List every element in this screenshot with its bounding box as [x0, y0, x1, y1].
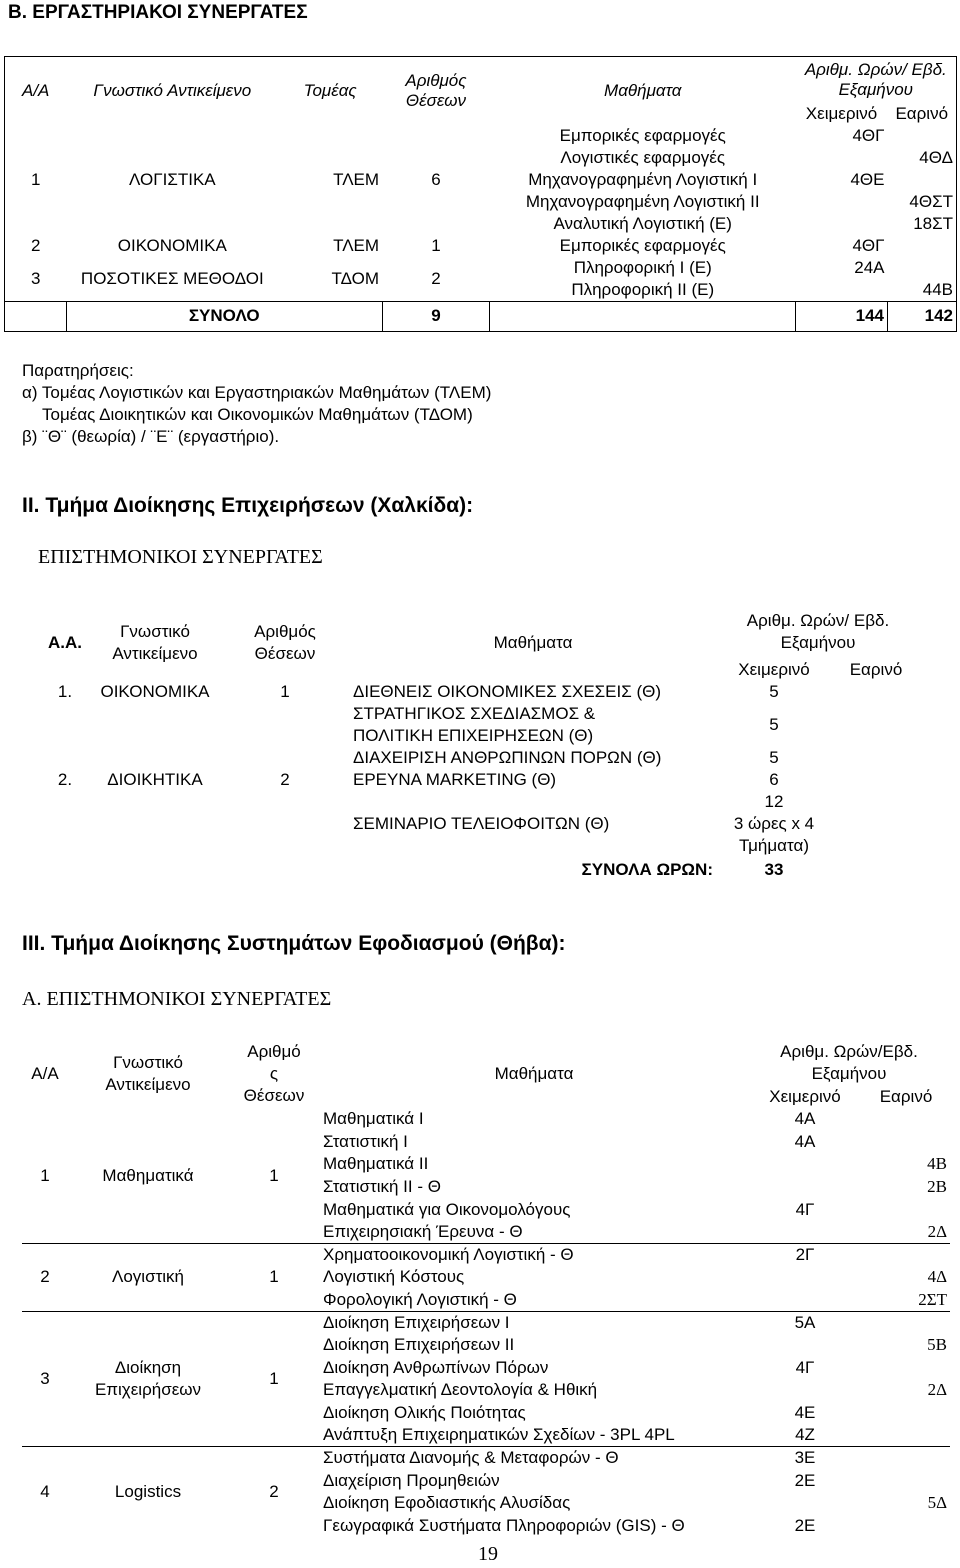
row-subject: Διοίκηση Επιχειρήσεων — [68, 1311, 228, 1447]
winter-hours: 24Α — [854, 257, 885, 277]
row-positions: 2 — [280, 770, 290, 789]
spring-hours — [862, 1131, 950, 1154]
course-name: Λογιστικές εφαρμογές — [560, 147, 726, 167]
spring-hours — [862, 1515, 950, 1538]
course-name: Μαθηματικά Ι — [323, 1109, 424, 1129]
winter-hours: 12 — [764, 792, 784, 811]
row-aa: 1 — [30, 169, 41, 189]
total-label: ΣΥΝΟΛΑ ΩΡΩΝ: — [581, 860, 713, 879]
spring-hours: 4ΘΔ — [919, 147, 953, 167]
table-row — [22, 1244, 950, 1267]
row-positions: 1 — [280, 682, 290, 701]
course-name: Στατιστική ΙΙ - Θ — [323, 1177, 441, 1197]
note-a1: α) Τομέας Λογιστικών και Εργαστηριακών Μαθημάτων (ΤΛΕΜ) — [22, 383, 492, 402]
spring-hours: 18ΣΤ — [913, 213, 953, 233]
note-b: β) ¨Θ¨ (θεωρία) / ¨Ε¨ (εργαστήριο). — [22, 427, 280, 446]
row-subject: ΟΙΚΟΝΟΜΙΚΑ — [100, 682, 210, 701]
col-courses: Μαθήματα — [604, 80, 682, 100]
winter-hours — [796, 191, 888, 213]
course-name: ΔΙΑΧΕΙΡΙΣΗ ΑΝΘΡΩΠΙΝΩΝ ΠΟΡΩΝ (Θ) — [353, 748, 662, 767]
winter-hours: 4ΘΓ — [852, 125, 885, 145]
section2-title: ΙΙ. Τμήμα Διοίκησης Επιχειρήσεων (Χαλκίδα): — [22, 494, 474, 517]
winter-hours: 5Α — [748, 1311, 862, 1334]
course-name: Μηχανογραφημένη Λογιστική ΙΙ — [525, 191, 760, 211]
spring-hours: 4ΘΣΤ — [909, 191, 953, 211]
winter-hours: 5 — [769, 682, 779, 701]
course-name: Συστήματα Διανομής & Μεταφορών - Θ — [320, 1447, 748, 1470]
note-a2: Τομέας Διοικητικών και Οικονομικών Μαθημάτων (ΤΔΟΜ) — [42, 405, 473, 424]
winter-hours: 5 — [769, 748, 779, 767]
course-name: Επιχειρησιακή Έρευνα - Θ — [323, 1222, 523, 1242]
winter-hours — [748, 1334, 862, 1357]
row-aa: 2 — [30, 235, 41, 255]
col-hours: Αριθμ. Ωρών/ Εβδ. Εξαμήνου — [804, 59, 947, 99]
row-aa: 4 — [22, 1447, 68, 1537]
spring-hours — [862, 1108, 950, 1131]
notes-title: Παρατηρήσεις: — [22, 361, 134, 380]
section3-subtitle: Α. ΕΠΙΣΤΗΜΟΝΙΚΟΙ ΣΥΝΕΡΓΑΤΕΣ — [22, 988, 332, 1010]
row-subject: Λογιστική — [68, 1244, 228, 1312]
col-positions — [228, 1040, 320, 1108]
section-b-title: Β. ΕΡΓΑΣΤΗΡΙΑΚΟΙ ΣΥΝΕΡΓΑΤΕΣ — [8, 2, 308, 23]
col-spring: Εαρινό — [849, 660, 903, 679]
col-positions: Αριθμός Θέσεων — [254, 622, 316, 663]
spring-hours: 4Β — [927, 1154, 947, 1174]
col-hours: Αριθμ. Ωρών/ Εβδ. Εξαμήνου — [746, 611, 890, 652]
winter-hours: 4Α — [794, 1131, 816, 1151]
col-positions-line1: Αριθμό — [247, 1042, 301, 1061]
course-name: Χρηματοοικονομική Λογιστική - Θ — [320, 1244, 748, 1267]
course-name: Πληροφορική ΙΙ (Ε) — [571, 279, 715, 299]
spring-hours — [862, 1402, 950, 1425]
col-winter: Χειμερινό — [738, 660, 810, 679]
spring-hours: 2Δ — [927, 1380, 947, 1400]
winter-hours — [748, 1221, 862, 1244]
row-subject: Μαθηματικά — [102, 1165, 194, 1185]
winter-hours — [748, 1176, 862, 1199]
col-positions: Αριθμός Θέσεων — [405, 70, 467, 110]
winter-hours-line2: 3 ώρες x 4 — [733, 814, 815, 833]
table-header-row — [22, 1040, 950, 1086]
spring-hours: 4Δ — [927, 1267, 947, 1287]
course-name: Επαγγελματική Δεοντολογία & Ηθική — [323, 1380, 598, 1400]
spring-hours — [888, 169, 957, 191]
col-aa: Α.Α. — [48, 633, 82, 652]
winter-hours: 4ΘΓ — [852, 235, 885, 255]
row-positions: 2 — [228, 1447, 320, 1537]
col-positions-line3: Θέσεων — [243, 1086, 305, 1105]
winter-hours: 4ΘΕ — [850, 169, 885, 189]
table-row — [40, 681, 920, 703]
course-name: ΣΕΜΙΝΑΡΙΟ ΤΕΛΕΙΟΦΟΙΤΩΝ (Θ) — [353, 814, 610, 833]
section3-title: ΙΙΙ. Τμήμα Διοίκησης Συστημάτων Εφοδιασμού (Θήβα): — [22, 932, 566, 955]
table-row — [5, 125, 957, 147]
course-name: ΕΡΕΥΝΑ MARKETING (Θ) — [353, 770, 557, 789]
spring-hours: 2Δ — [927, 1222, 947, 1242]
course-name: Ανάπτυξη Επιχειρηματικών Σχεδίων - 3PL 4PL — [323, 1425, 675, 1445]
table-row — [22, 1311, 950, 1334]
winter-hours: 4Ζ — [795, 1425, 815, 1445]
spring-hours — [862, 1470, 950, 1493]
row-subject: ΠΟΣΟΤΙΚΕΣ ΜΕΘΟΔΟΙ — [80, 268, 264, 288]
winter-hours: 4Α — [794, 1109, 816, 1129]
course-name: Διοίκηση Εφοδιαστικής Αλυσίδας — [323, 1493, 571, 1513]
table-header-row — [40, 605, 920, 659]
row-sector: ΤΛΕΜ — [333, 235, 380, 255]
course-name: Αναλυτική Λογιστική (Ε) — [553, 213, 732, 233]
total-label: ΣΥΝΟΛΟ — [66, 301, 382, 331]
spring-hours — [888, 257, 957, 279]
course-name: Φορολογική Λογιστική - Θ — [323, 1289, 517, 1309]
spring-hours: 2ΣΤ — [918, 1289, 947, 1309]
spring-hours — [862, 1198, 950, 1221]
spring-hours — [862, 1244, 950, 1267]
winter-hours: 4Γ — [795, 1199, 815, 1219]
winter-hours: 6 — [769, 770, 779, 789]
row-subject: Logistics — [68, 1447, 228, 1537]
spring-hours: 2Β — [927, 1177, 947, 1197]
col-aa: Α/Α — [21, 80, 50, 100]
course-name: Διαχείριση Προμηθειών — [323, 1470, 500, 1490]
total-positions: 9 — [382, 301, 490, 331]
row-subject: ΛΟΓΙΣΤΙΚΑ — [129, 169, 216, 189]
winter-hours — [796, 213, 888, 235]
winter-hours — [796, 279, 888, 302]
table-row — [5, 257, 957, 279]
page-number: 19 — [478, 1543, 498, 1565]
row-subject: ΔΙΟΙΚΗΤΙΚΑ — [107, 770, 203, 789]
col-courses: Μαθήματα — [494, 1064, 574, 1083]
col-winter: Χειμερινό — [805, 103, 878, 123]
total-winter: 144 — [796, 301, 888, 331]
section3-table — [22, 1040, 950, 1537]
winter-hours — [748, 1153, 862, 1176]
spring-hours — [888, 235, 957, 257]
table-header-row — [5, 57, 957, 103]
row-aa: 3 — [22, 1311, 68, 1447]
row-sector: ΤΔΟΜ — [331, 268, 380, 288]
col-spring: Εαρινό — [879, 1087, 933, 1106]
col-winter: Χειμερινό — [769, 1087, 841, 1106]
row-aa: 3 — [30, 268, 41, 288]
row-positions: 2 — [431, 268, 441, 288]
course-name: Διοίκηση Επιχειρήσεων ΙΙ — [323, 1335, 515, 1355]
notes-block — [22, 360, 491, 448]
winter-hours — [748, 1289, 862, 1312]
course-name: Στατιστική Ι — [323, 1131, 408, 1151]
course-name: Μαθηματικά ΙΙ — [323, 1154, 429, 1174]
table-row — [40, 703, 920, 747]
spring-hours — [862, 1424, 950, 1447]
course-name-line2: ΠΟΛΙΤΙΚΗ ΕΠΙΧΕΙΡΗΣΕΩΝ (Θ) — [353, 726, 594, 745]
course-name: Λογιστική Κόστους — [323, 1267, 465, 1287]
spring-hours — [862, 1447, 950, 1470]
col-sector: Τομέας — [303, 80, 357, 100]
col-subject: Γνωστικό Αντικείμενο — [112, 622, 198, 663]
col-positions-line2: ς — [269, 1064, 279, 1083]
total-value: 33 — [764, 860, 784, 879]
winter-hours: 5 — [769, 715, 779, 734]
course-name: Διοίκηση Ολικής Ποιότητας — [323, 1403, 526, 1423]
row-positions: 6 — [431, 169, 441, 189]
spring-hours — [888, 125, 957, 147]
course-name: Γεωγραφικά Συστήματα Πληροφοριών (GIS) - Θ — [323, 1515, 685, 1535]
course-name: Πληροφορική Ι (Ε) — [573, 257, 712, 277]
course-name: ΣΤΡΑΤΗΓΙΚΟΣ ΣΧΕΔΙΑΣΜΟΣ & — [353, 704, 596, 723]
section2-table — [40, 605, 920, 883]
course-name-multiline — [350, 703, 716, 747]
row-aa: 2 — [22, 1244, 68, 1312]
col-subject: Γνωστικό Αντικείμενο — [93, 80, 252, 100]
winter-hours: 4Ε — [794, 1403, 816, 1423]
total-row — [5, 301, 957, 331]
spring-hours: 5Δ — [927, 1493, 947, 1513]
row-aa: 1. — [57, 682, 73, 701]
winter-hours-line3: Τμήματα) — [739, 836, 809, 855]
row-sector: ΤΛΕΜ — [333, 169, 380, 189]
table-row — [22, 1447, 950, 1470]
col-subject: Γνωστικό Αντικείμενο — [105, 1053, 191, 1094]
col-aa: Α/Α — [31, 1064, 59, 1083]
col-spring: Εαρινό — [895, 103, 949, 123]
col-hours: Αριθμ. Ωρών/Εβδ. Εξαμήνου — [780, 1042, 918, 1083]
row-aa: 1 — [40, 1165, 50, 1185]
spring-hours: 5Β — [927, 1335, 947, 1355]
winter-hours-multiline — [716, 791, 832, 857]
winter-hours: 3Ε — [748, 1447, 862, 1470]
course-name: Διοίκηση Ανθρωπίνων Πόρων — [323, 1357, 549, 1377]
table-row — [5, 235, 957, 257]
course-name: Μηχανογραφημένη Λογιστική Ι — [528, 169, 758, 189]
spring-hours — [862, 1357, 950, 1380]
row-positions: 1 — [431, 235, 441, 255]
lab-staff-table — [4, 56, 957, 332]
row-positions: 1 — [228, 1311, 320, 1447]
row-subject: ΟΙΚΟΝΟΜΙΚΑ — [117, 235, 227, 255]
table-row — [22, 1108, 950, 1131]
course-name: ΔΙΕΘΝΕΙΣ ΟΙΚΟΝΟΜΙΚΕΣ ΣΧΕΣΕΙΣ (Θ) — [353, 682, 662, 701]
col-courses: Μαθήματα — [493, 633, 573, 652]
row-aa: 2. — [57, 770, 73, 789]
total-row — [40, 857, 920, 883]
winter-hours: 2Ε — [794, 1515, 816, 1535]
winter-hours — [796, 147, 888, 169]
winter-hours: 2Γ — [748, 1244, 862, 1267]
winter-hours — [748, 1266, 862, 1289]
section2-subtitle: ΕΠΙΣΤΗΜΟΝΙΚΟΙ ΣΥΝΕΡΓΑΤΕΣ — [38, 546, 323, 568]
winter-hours — [748, 1492, 862, 1515]
row-positions: 1 — [269, 1165, 279, 1185]
winter-hours: 2Ε — [794, 1470, 816, 1490]
winter-hours — [748, 1379, 862, 1402]
course-name: Εμπορικές εφαρμογές — [559, 235, 726, 255]
winter-hours: 4Γ — [795, 1357, 815, 1377]
course-name: Μαθηματικά για Οικονομολόγους — [323, 1199, 571, 1219]
course-name: Διοίκηση Επιχειρήσεων Ι — [320, 1311, 748, 1334]
row-positions: 1 — [228, 1244, 320, 1312]
course-name: Εμπορικές εφαρμογές — [559, 125, 726, 145]
total-spring: 142 — [888, 301, 957, 331]
spring-hours: 44Β — [922, 279, 953, 299]
spring-hours — [862, 1311, 950, 1334]
